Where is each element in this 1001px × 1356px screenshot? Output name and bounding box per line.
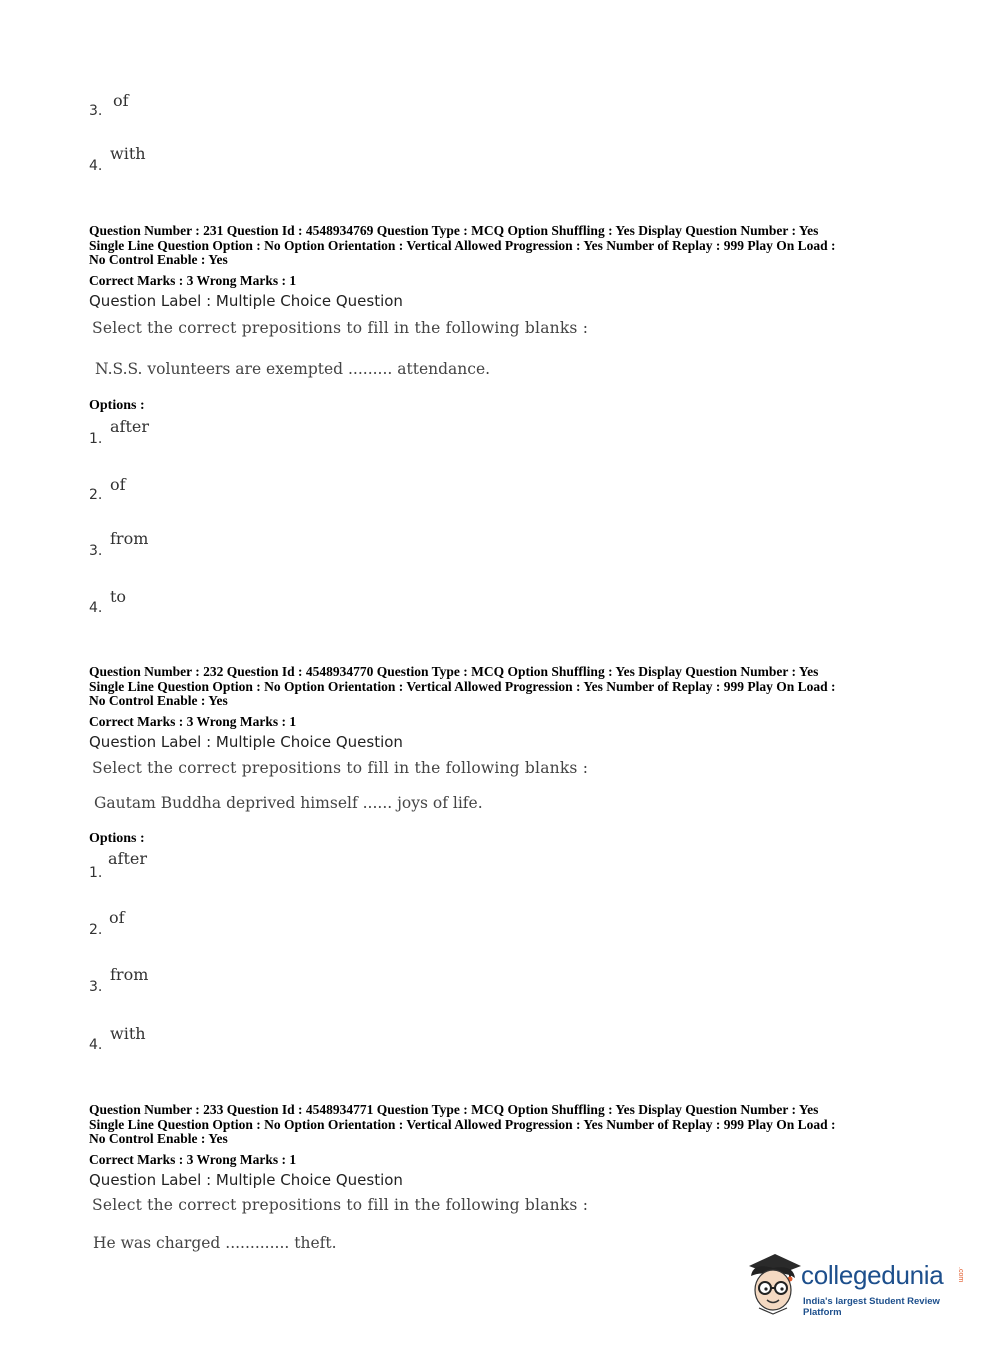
question-label: Question Label : Multiple Choice Question [89, 733, 403, 751]
mascot-icon [743, 1252, 805, 1318]
question-sentence: Gautam Buddha deprived himself ...... joys of life. [94, 794, 483, 812]
question-marks: Correct Marks : 3 Wrong Marks : 1 [89, 273, 297, 288]
option-number[interactable]: 1. [89, 865, 103, 881]
option-text[interactable]: of [109, 908, 125, 927]
option-text[interactable]: from [110, 965, 149, 984]
question-prompt: Select the correct prepositions to fill in the following blanks : [92, 759, 589, 777]
meta-line: Question Number : 233 Question Id : 4548934771 Question Type : MCQ Option Shuffling : Yes Display Question Number : Yes [89, 1102, 819, 1117]
question-marks: Correct Marks : 3 Wrong Marks : 1 [89, 714, 297, 729]
option-text[interactable]: after [108, 849, 148, 868]
question-meta [89, 1103, 919, 1147]
meta-line: Single Line Question Option : No Option Orientation : Vertical Allowed Progression : Yes Number of Replay : 999 Play On Load : [89, 1116, 836, 1132]
option-number[interactable]: 2. [89, 487, 103, 503]
question-prompt: Select the correct prepositions to fill in the following blanks : [92, 319, 589, 337]
meta-line: No Control Enable : Yes [89, 1131, 228, 1146]
collegedunia-logo[interactable] [743, 1252, 973, 1322]
question-label: Question Label : Multiple Choice Question [89, 292, 403, 310]
logo-wordmark: collegedunia [801, 1260, 944, 1290]
meta-line: Single Line Question Option : No Option Orientation : Vertical Allowed Progression : Yes Number of Replay : 999 Play On Load : [89, 237, 836, 253]
option-number: 3. [89, 103, 103, 119]
logo-domain-suffix: .com [957, 1267, 964, 1283]
question-meta [89, 224, 919, 268]
option-text[interactable]: to [110, 587, 127, 606]
meta-line: Question Number : 231 Question Id : 4548934769 Question Type : MCQ Option Shuffling : Yes Display Question Number : Yes [89, 223, 819, 238]
question-prompt: Select the correct prepositions to fill in the following blanks : [92, 1196, 589, 1214]
meta-line: No Control Enable : Yes [89, 693, 228, 708]
option-text[interactable]: from [110, 529, 149, 548]
question-sentence: N.S.S. volunteers are exempted ......... attendance. [95, 360, 491, 378]
question-sentence: He was charged ............. theft. [93, 1234, 337, 1252]
options-header: Options : [89, 398, 145, 413]
meta-line: No Control Enable : Yes [89, 252, 228, 267]
meta-line: Question Number : 232 Question Id : 4548934770 Question Type : MCQ Option Shuffling : Yes Display Question Number : Yes [89, 664, 819, 679]
options-header: Options : [89, 831, 145, 846]
question-marks: Correct Marks : 3 Wrong Marks : 1 [89, 1152, 297, 1167]
question-label: Question Label : Multiple Choice Question [89, 1171, 403, 1189]
meta-line: Single Line Question Option : No Option Orientation : Vertical Allowed Progression : Yes Number of Replay : 999 Play On Load : [89, 678, 836, 694]
option-text: of [113, 91, 129, 110]
logo-tagline: India's largest Student Review Platform [803, 1296, 940, 1318]
option-number[interactable]: 3. [89, 979, 103, 995]
option-number[interactable]: 1. [89, 431, 103, 447]
option-number[interactable]: 3. [89, 543, 103, 559]
option-text[interactable]: after [110, 417, 150, 436]
option-text[interactable]: of [110, 475, 126, 494]
option-number[interactable]: 4. [89, 600, 103, 616]
option-number[interactable]: 2. [89, 922, 103, 938]
option-text: with [110, 144, 146, 163]
option-number: 4. [89, 158, 103, 174]
option-text[interactable]: with [110, 1024, 146, 1043]
option-number[interactable]: 4. [89, 1037, 103, 1053]
question-meta [89, 665, 919, 709]
